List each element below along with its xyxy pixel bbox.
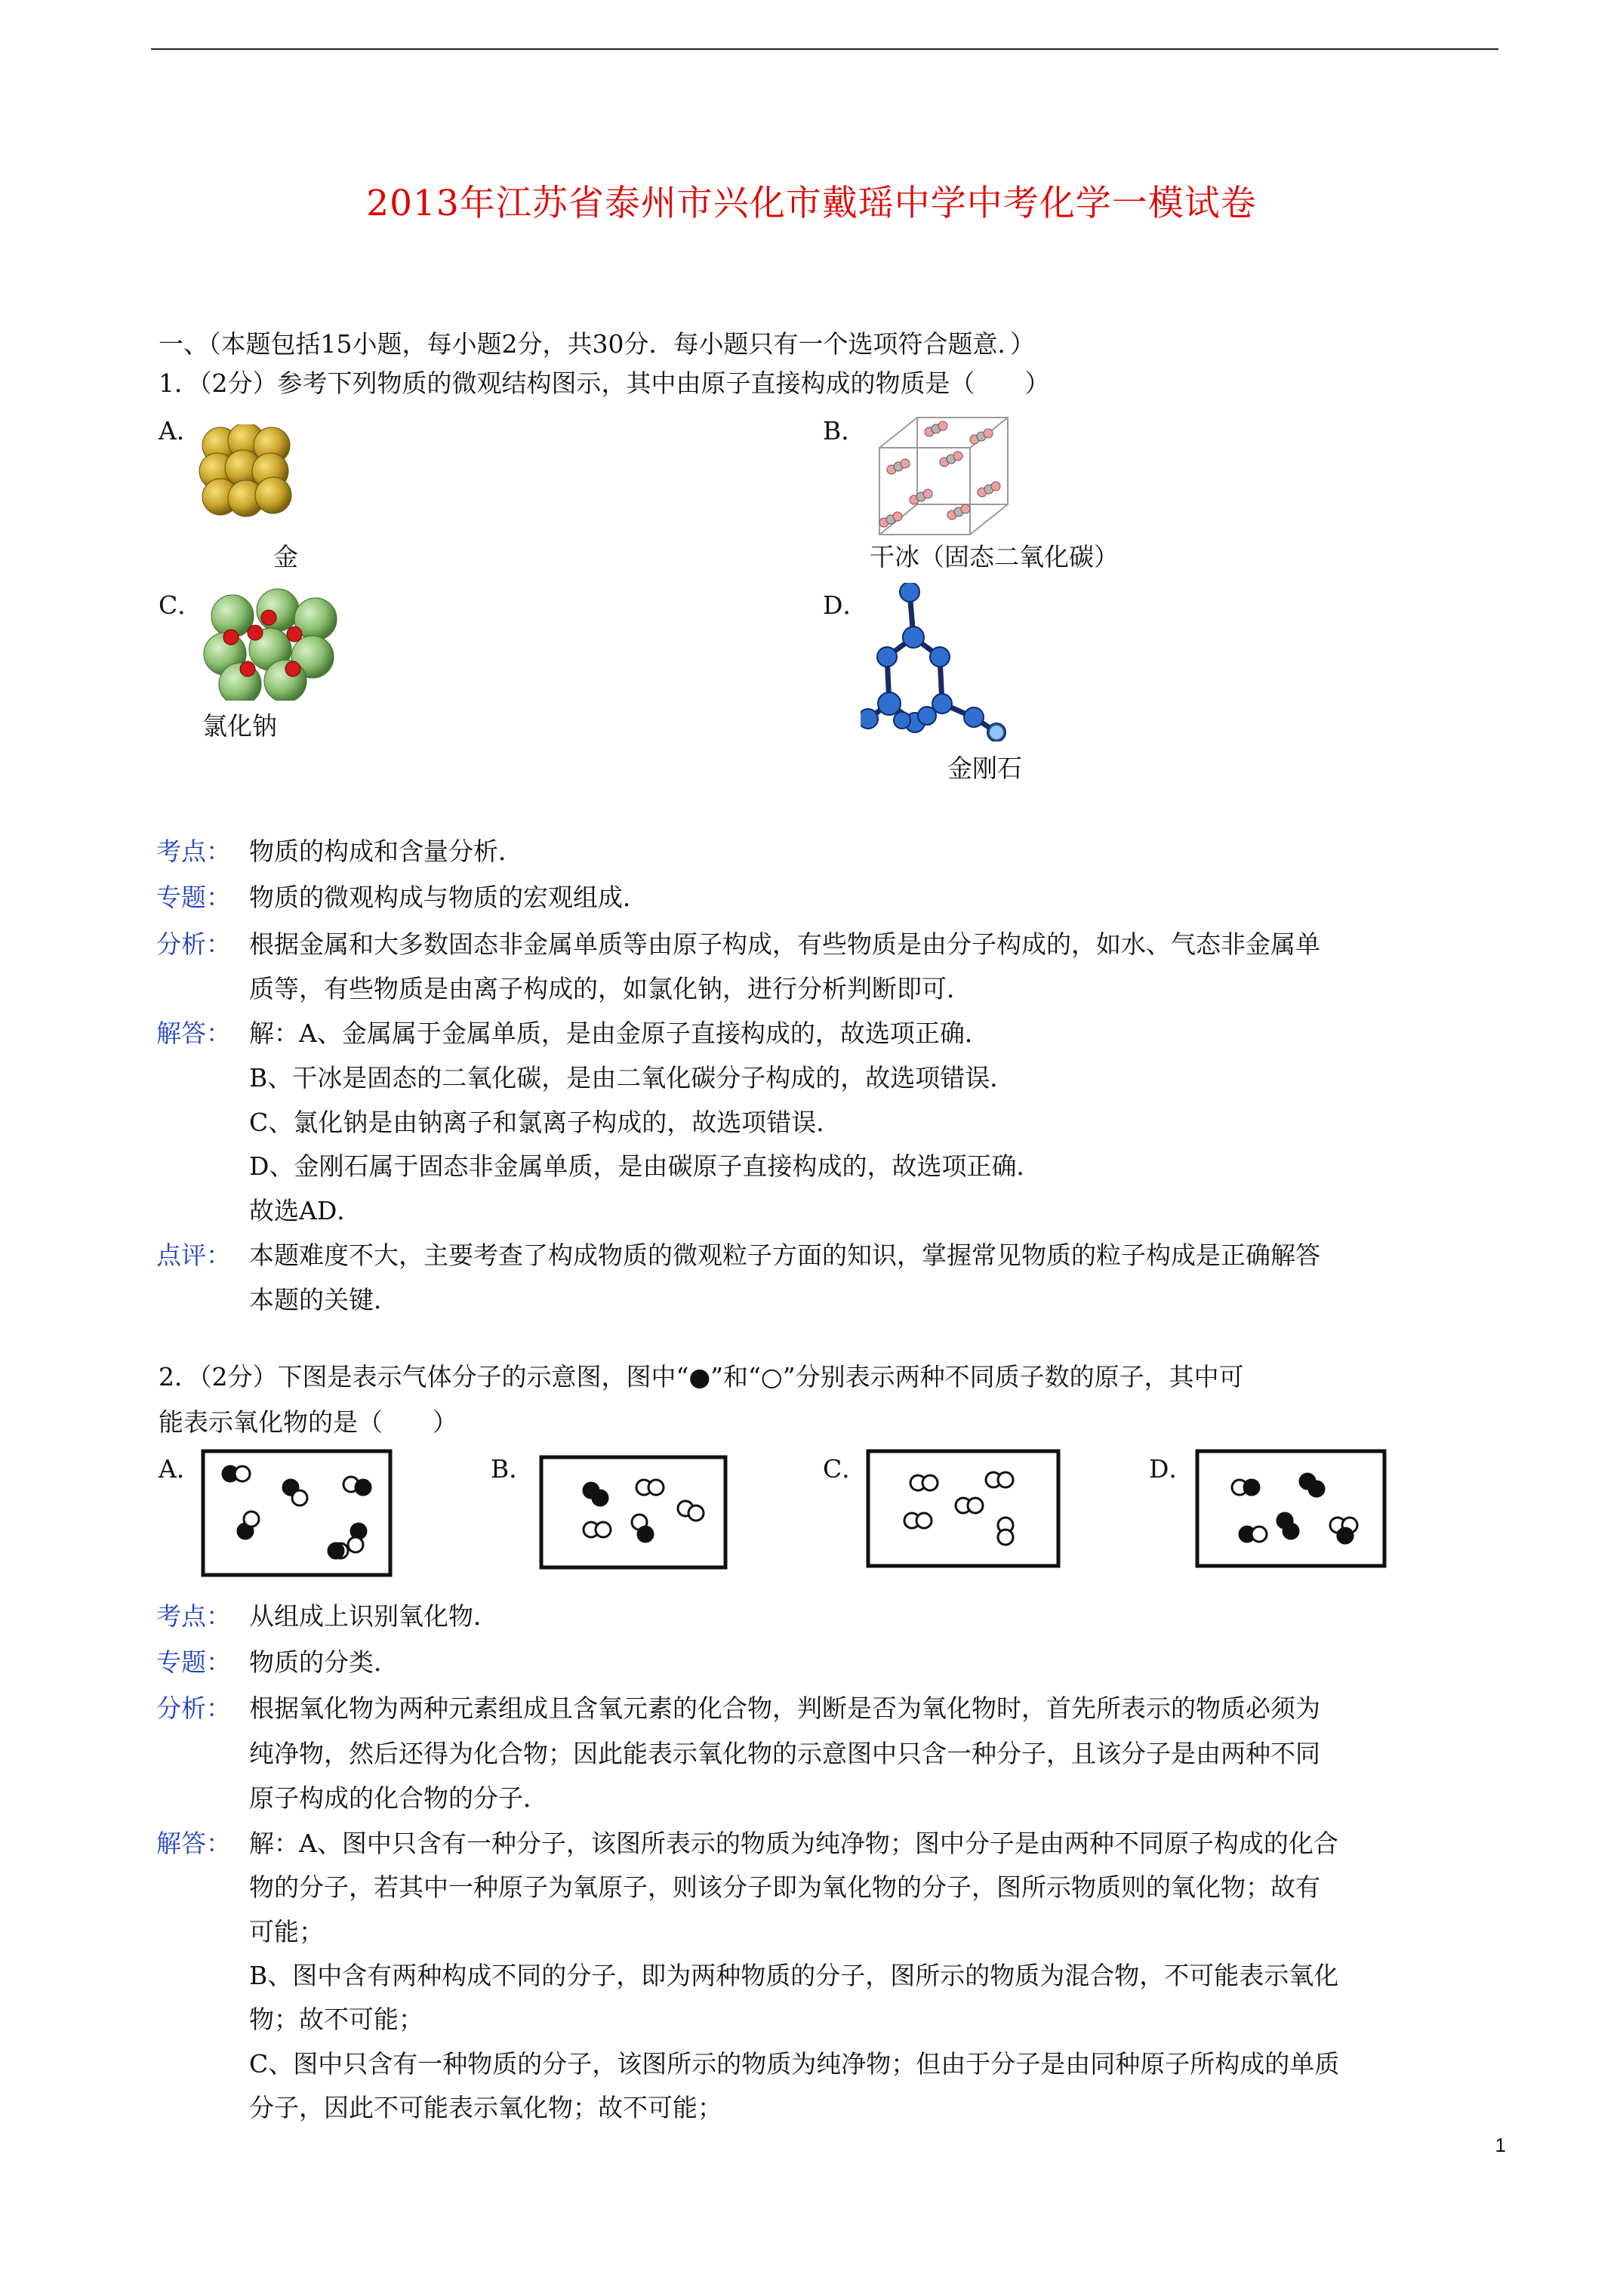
white-atom (916, 1513, 932, 1528)
q1-jieda-line: B、干冰是固态的二氧化碳，是由二氧化碳分子构成的，故选项错误． (249, 1063, 1015, 1093)
q1-dianping-line: 本题的关键． (249, 1285, 399, 1314)
carbon-atom (877, 647, 897, 667)
carbon-atom (900, 583, 919, 602)
black-atom (1309, 1481, 1324, 1496)
q1-fenxi-line: 质等，有些物质是由离子构成的，如氯化钠，进行分析判断即可． (249, 974, 972, 1003)
white-atom (244, 1512, 259, 1527)
q2-zhuanti-label: 专题： (156, 1647, 231, 1677)
diamond-structure-figure (861, 583, 1064, 741)
black-atom (328, 1543, 343, 1558)
q2-option-c-letter: C． (823, 1454, 867, 1484)
q2-jieda-line: 物；故不可能； (249, 2005, 423, 2034)
q2-jieda-line: 分子，因此不可能表示氧化物；故不可能； (249, 2093, 722, 2122)
q2-option-a-letter: A． (159, 1454, 202, 1484)
q2-jieda-line: C、图中只含有一种物质的分子，该图所示的物质为纯净物；但由于分子是由同种原子所构成的单质 (249, 2049, 1340, 2079)
white-atom (968, 1498, 983, 1513)
q1-option-a-letter: A． (159, 416, 202, 445)
q2-fenxi-label: 分析： (156, 1693, 231, 1723)
header-rule (151, 48, 1498, 50)
q1-jieda-line: 解：A、金属属于金属单质，是由金原子直接构成的，故选项正确． (249, 1019, 990, 1048)
q1-option-d-caption: 金刚石 (947, 754, 1022, 783)
q1-fenxi-label: 分析： (156, 929, 231, 959)
q2-figure-c (865, 1448, 1061, 1569)
q1-option-c-caption: 氯化钠 (202, 711, 277, 741)
q1-zhuanti: 物质的微观构成与物质的宏观组成． (249, 883, 648, 912)
oxygen-atom (991, 482, 1000, 491)
oxygen-atom (923, 489, 932, 498)
black-atom (638, 1527, 653, 1542)
black-atom (1283, 1524, 1298, 1539)
q2-option-d-letter: D． (1149, 1454, 1194, 1484)
sodium-ion (285, 661, 300, 676)
q2-fenxi-line: 根据氧化物为两种元素组成且含氧元素的化合物，判断是否为氧化物时，首先所表示的物质必须为 (249, 1693, 1320, 1723)
page-number: 1 (1495, 2134, 1506, 2156)
q1-stem: 1．（2分）参考下列物质的微观结构图示，其中由原子直接构成的物质是（ ） (159, 368, 1050, 398)
gold-atom (255, 477, 291, 513)
q2-figure-a (200, 1448, 393, 1578)
white-atom (922, 1475, 938, 1490)
q2-fenxi-line: 纯净物，然后还得为化合物；因此能表示氧化物的示意图中只含一种分子，且该分子是由两种不同 (249, 1739, 1320, 1768)
white-atom (998, 1530, 1013, 1545)
black-atom (1244, 1480, 1259, 1495)
q2-jieda-line: 物的分子，若其中一种原子为氧原子，则该分子即为氧化物的分子，图所示物质则的氧化物；故有 (249, 1872, 1320, 1902)
carbon-atom (861, 709, 878, 729)
chloride-ion (257, 589, 299, 631)
sodium-ion (261, 610, 276, 625)
q2-figure-d (1194, 1448, 1387, 1569)
q1-fenxi-line: 根据金属和大多数固态非金属单质等由原子构成，有些物质是由分子构成的，如水、气态非金属单 (249, 929, 1320, 959)
oxygen-atom (961, 504, 970, 513)
white-atom (998, 1472, 1013, 1487)
q2-jieda-line: 解：A、图中只含有一种分子，该图所表示的物质为纯净物；图中分子是由两种不同原子构成的化合 (249, 1829, 1338, 1858)
carbon-atom (878, 692, 901, 715)
oxygen-atom (938, 421, 947, 430)
q2-fenxi-line: 原子构成的化合物的分子． (249, 1783, 548, 1813)
carbon-atom (989, 725, 1004, 740)
q1-jieda-line: 故选AD． (249, 1196, 362, 1225)
carbon-atom (894, 712, 910, 729)
page-title: 2013年江苏省泰州市兴化市戴瑶中学中考化学一模试卷 (366, 183, 1257, 224)
sodium-ion (287, 627, 302, 642)
oxygen-atom (984, 429, 993, 438)
q2-jieda-line: 可能； (249, 1917, 324, 1946)
sodium-chloride-structure-figure (202, 587, 338, 701)
q1-kaodian-label: 考点： (156, 837, 231, 866)
carbon-atom (964, 707, 984, 727)
gold-structure-figure (198, 424, 296, 519)
white-atom (1252, 1527, 1267, 1542)
q2-jieda-label: 解答： (156, 1829, 231, 1858)
sodium-ion (223, 630, 239, 645)
oxygen-atom (893, 512, 902, 521)
q2-stem-line: 能表示氧化物的是（ ） (159, 1407, 457, 1437)
q2-kaodian-label: 考点： (156, 1601, 231, 1631)
q2-zhuanti: 物质的分类． (249, 1647, 399, 1677)
dry-ice-structure-figure (868, 414, 1019, 542)
carbon-atom (930, 647, 950, 667)
q1-dianping-label: 点评： (156, 1240, 231, 1270)
q1-option-c-letter: C． (159, 590, 203, 620)
white-atom (235, 1466, 250, 1481)
q1-zhuanti-label: 专题： (156, 883, 231, 912)
section-heading: 一、（本题包括15小题，每小题2分，共30分．每小题只有一个选项符合题意．） (159, 329, 1035, 359)
q1-dianping-line: 本题难度不大，主要考查了构成物质的微观粒子方面的知识，掌握常见物质的粒子构成是正确解答 (249, 1240, 1320, 1270)
q1-option-a-caption: 金 (273, 542, 298, 572)
white-atom (688, 1505, 704, 1521)
q1-option-b-letter: B． (823, 416, 867, 445)
white-atom (648, 1480, 664, 1495)
white-atom (292, 1490, 307, 1505)
q1-jieda-line: C、氯化钠是由钠离子和氯离子构成的，故选项错误． (249, 1108, 842, 1137)
q1-option-b-caption: 干冰（固态二氧化碳） (870, 542, 1119, 572)
carbon-atom (903, 627, 924, 648)
carbon-atom (918, 707, 936, 725)
white-atom (348, 1537, 363, 1552)
oxygen-atom (953, 451, 962, 461)
black-atom (1338, 1528, 1353, 1543)
sodium-ion (248, 625, 263, 640)
q2-stem-line: 2．（2分）下图是表示气体分子的示意图，图中“●”和“○”分别表示两种不同质子数的原子，其中可 (159, 1362, 1244, 1391)
q2-kaodian: 从组成上识别氧化物． (249, 1601, 498, 1631)
white-atom (596, 1522, 611, 1537)
black-atom (593, 1490, 608, 1505)
oxygen-atom (901, 459, 910, 468)
q1-kaodian: 物质的构成和含量分析． (249, 837, 523, 866)
q2-figure-b (538, 1454, 728, 1570)
q1-option-d-letter: D． (823, 590, 868, 620)
sodium-ion (240, 661, 255, 676)
q2-option-b-letter: B． (491, 1454, 534, 1484)
q1-jieda-line: D、金刚石属于固态非金属单质，是由碳原子直接构成的，故选项正确． (249, 1151, 1042, 1181)
q1-jieda-label: 解答： (156, 1019, 231, 1048)
q2-jieda-line: B、图中含有两种构成不同的分子，即为两种物质的分子，图所示的物质为混合物，不可能表示氧化 (249, 1961, 1339, 1990)
black-atom (356, 1480, 371, 1495)
